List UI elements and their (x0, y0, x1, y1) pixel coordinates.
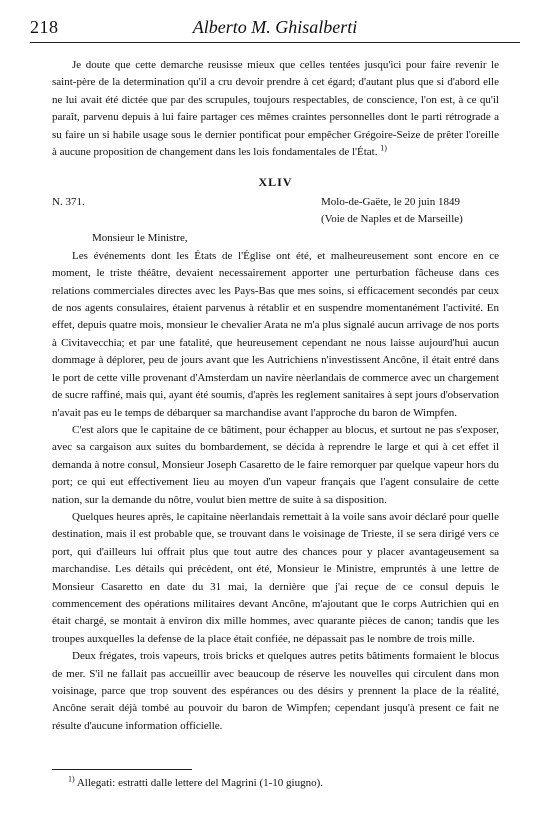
document-heading: XLIV (258, 175, 293, 190)
running-head: Alberto M. Ghisalberti (192, 17, 358, 37)
footnote (52, 776, 499, 791)
document-place-date: Molo-de-Gaëte, le 20 juin 1849 (321, 196, 460, 209)
document-number: N. 371. (52, 196, 85, 209)
body-paragraph: Deux frégates, trois vapeurs, trois bricks et quelques autres petits bâtiments formaient le blocus de mer. S'il ne fallait pas accueillir avec beaucoup de réserve les nouvelles qui circulent dans mon voisinage, parce que trop souvent des espérances ou des désirs y prennent la place de la réalité, Ancône serait déjà tombé au pouvoir du baron de Wimpfen; cependant jusqu'à present ce fait ne résulte d'aucune information officielle. (52, 650, 499, 732)
body-paragraph: C'est alors que le capitaine de ce bâtiment, pour échapper au blocus, et surtout ne pas s'exposer, avec sa cargaison aux suites du bombardement, se décida à reprendre le large et qui à cet effet il demanda à notre consul, Monsieur Joseph Casaretto de le faire remorquer par quelque vapeur hors du port; ce qui eut effectivement lieu au moyen d'un vapeur français que l'agent consulaire de cette nation, sur la demande du nôtre, voulut bien mettre de suite à sa disposition. (52, 423, 499, 506)
document-meta (52, 194, 499, 230)
header-rule (30, 42, 520, 43)
intro-paragraph (52, 57, 499, 161)
document-route: (Voie de Naples et de Marseille) (321, 213, 463, 226)
page-body (52, 57, 499, 735)
body-paragraph: Quelques heures après, le capitaine nèerlandais remettait à la voile sans avoir déclaré pour quelle destination, mais il est probable que, se trouvant dans le voisinage de Trieste, il se sera dirigé vers ce port, qui d'ailleurs lui offrait plus que tout autre des chances pour y placer avantageusement sa marchandise. Les détails qui précèdent, ont été, Monsieur le Ministre, empruntés à une lettre de Monsieur Casaretto en date du 31 mai, la dernière que j'ai reçue de ce consul depuis le commencement des opérations militaires devant Ancône, m'ajoutant que le corps Autrichien qui en était chargé, se montait à environ dix mille hommes, avec quarante pièces de canon; tandis que les troupes auxquelles la defense de la place était confiée, ne dépassait pas le nombre de trois mille. (52, 510, 499, 645)
footnote-mark: 1) (68, 774, 75, 784)
page-number: 218 (30, 17, 59, 37)
body-paragraph: Les événements dont les États de l'Église ont été, et malheureusement sont encore en ce moment, le triste théâtre, devaient necessairement apporter une perturbation fâcheuse dans ces relations commerciales directes avec les Pays-Bas que mes soins, si efficacement secondés par ceux de nos agents consulaires, étaient parvenus à rétablir et en suspendre momentanément l'activité. En effet, depuis quatre mois, monsieur le chevalier Arata ne m'a plus signalé aucun arrivage de nos ports à Civitavecchia; et par une fatalité, que heureusement cependant ne nous laisse aujourd'hui aucun dommage à déplorer, peu de jours avant que les Autrichiens n'investissent Ancône, il était entré dans le port de cette ville provenant d'Amsterdam un navire nèerlandais de commerce avec un chargement de sucre raffiné, mais qui, ayant été soumis, d'après les reglement sanitaires à sept jours d'observation n'avait pas eu le temps de débarquer sa marchandise avant l'approche du baron de Wimpfen. (52, 249, 499, 419)
footnote-text: Allegati: estratti dalle lettere del Magrini (1-10 giugno). (76, 777, 324, 789)
footnote-rule (52, 769, 192, 770)
document-place-date-block (321, 194, 499, 228)
page-header (30, 15, 520, 39)
intro-paragraph-text: Je doute que cette demarche reusisse mieux que celles tentées jusqu'ici pour faire revenir le saint-père de la determination qu'il a cru devoir prendre à cet égard; d'autant plus que si d'abord elle ne lui avait été dictée que par des scrupules, toujours respectables, de conscience, l'on est, à ce qu'il paraît, parvenu depuis à lui faire partager ces mêmes craintes personnelles dont le parti rétrograde a su faire un si habile usage sous le dernier pontificat pour empêcher Grégoire-Seize de prêter l'oreille à aucune proposition de changement dans les lois fondamentales de l'État. (52, 59, 499, 159)
footnote-reference: 1) (380, 143, 387, 153)
salutation: Monsieur le Ministre, (92, 232, 188, 245)
